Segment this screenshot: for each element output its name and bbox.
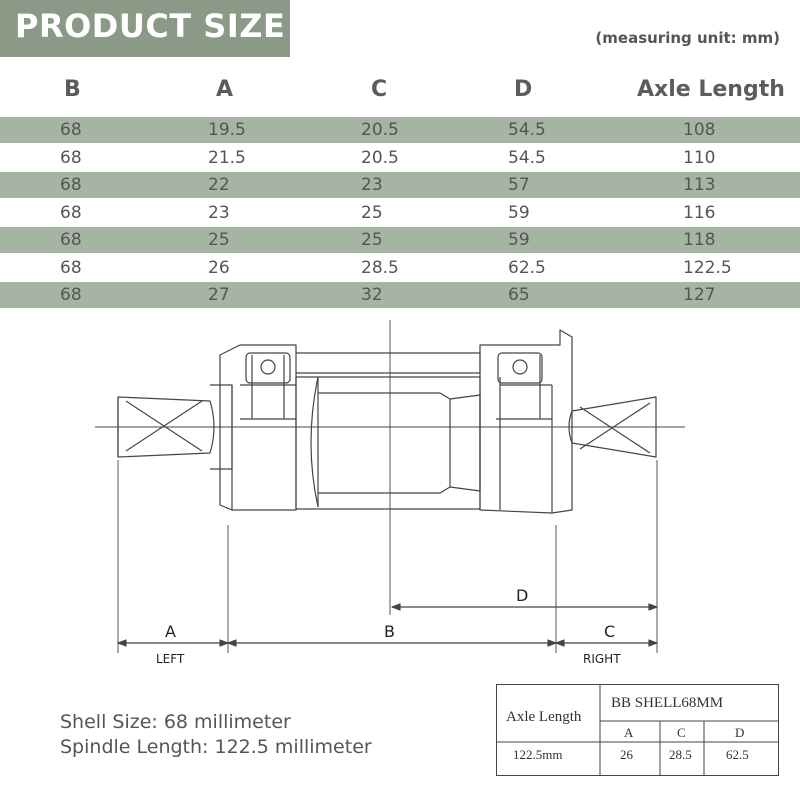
dimension-b-label: B [384,622,395,641]
mini-header-c: C [677,725,686,740]
cell-b: 68 [60,285,82,305]
cell-axle-length: 127 [683,285,716,305]
mini-spec-table [496,684,779,776]
header-b: B [64,77,81,102]
dimension-c-label: C [604,622,616,641]
cell-d: 65 [508,285,530,305]
cell-d: 59 [508,203,530,223]
shell-top [296,353,480,373]
mini-value-c: 28.5 [669,747,692,762]
bottom-bracket-diagram [0,315,800,675]
cell-c: 23 [361,175,383,195]
cell-d: 54.5 [508,148,546,168]
mini-value-a: 26 [620,747,633,762]
table-row [0,255,800,281]
table-row [0,282,800,308]
cell-c: 28.5 [361,258,399,278]
cell-b: 68 [60,230,82,250]
cell-b: 68 [60,175,82,195]
table-row [0,200,800,226]
header-axle-length: Axle Length [637,77,785,102]
dimension-d-label: D [516,586,529,605]
left-label: LEFT [156,652,185,666]
cell-a: 21.5 [208,148,246,168]
table-row [0,227,800,253]
right-cup [480,330,572,513]
mini-axle-length-label: Axle Length [506,709,582,725]
cell-axle-length: 122.5 [683,258,732,278]
mini-header-a: A [624,725,634,740]
spindle-length-note: Spindle Length: 122.5 millimeter [60,736,372,758]
cell-axle-length: 108 [683,120,716,140]
cell-axle-length: 118 [683,230,716,250]
header-d: D [514,77,533,102]
cell-b: 68 [60,203,82,223]
cell-a: 23 [208,203,230,223]
cell-a: 25 [208,230,230,250]
cell-b: 68 [60,258,82,278]
cell-a: 19.5 [208,120,246,140]
mini-value-d: 62.5 [726,747,749,762]
header-c: C [371,77,388,102]
page-title: PRODUCT SIZE [15,7,286,45]
cell-c: 20.5 [361,148,399,168]
unit-note: (measuring unit: mm) [595,29,780,47]
cell-d: 57 [508,175,530,195]
table-row [0,145,800,171]
cell-b: 68 [60,148,82,168]
left-bearing-ball [261,360,275,374]
right-bearing-ball [513,360,527,374]
title-banner [0,0,290,57]
cell-d: 54.5 [508,120,546,140]
cell-c: 25 [361,230,383,250]
cell-d: 62.5 [508,258,546,278]
right-label: RIGHT [583,652,621,666]
shell-size-note: Shell Size: 68 millimeter [60,711,291,733]
cell-c: 20.5 [361,120,399,140]
cell-c: 25 [361,203,383,223]
cell-axle-length: 110 [683,148,716,168]
table-row [0,172,800,198]
mini-shell-label: BB SHELL68MM [611,695,724,711]
table-row [0,117,800,143]
mini-axle-value: 122.5mm [513,747,563,762]
cell-a: 26 [208,258,230,278]
mini-header-d: D [735,725,745,740]
cell-a: 22 [208,175,230,195]
shell-body [296,377,480,509]
cell-axle-length: 113 [683,175,716,195]
cell-c: 32 [361,285,383,305]
cell-d: 59 [508,230,530,250]
dimension-a-label: A [165,622,176,641]
cell-axle-length: 116 [683,203,716,223]
spec-notes [60,710,372,760]
cell-b: 68 [60,120,82,140]
header-a: A [216,77,234,102]
cell-a: 27 [208,285,230,305]
